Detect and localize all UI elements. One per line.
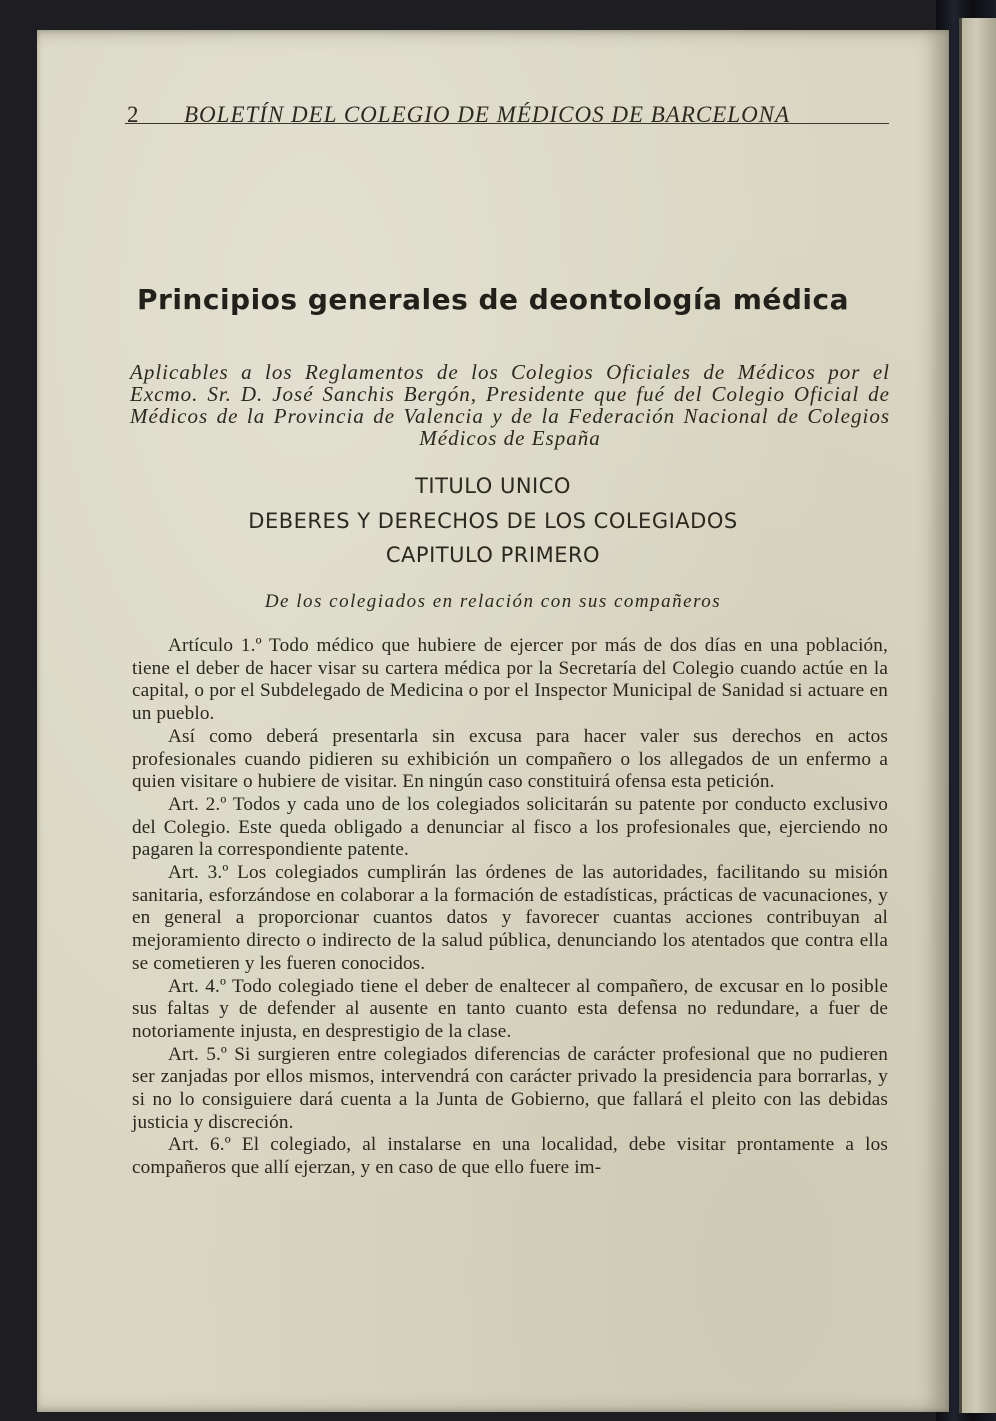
paragraph-art-3: Art. 3.º Los colegiados cumplirán las órdenes de las autoridades, facilitando su misión sanitaria, esforzándose en colaborar a la formación de estadísticas, prácticas de vacunaciones, y en general a proporcionar cuantos datos y favorecer cuantas acciones contribuyan al mejoramiento directo o indirecto de la salud pública, denunciando los atentados que contra ella se cometieren y les fueren conocidos.	[132, 862, 888, 974]
paragraph-art-6: Art. 6.º El colegiado, al instalarse en una localidad, debe visitar prontamente a los compañeros que allí ejerzan, y en caso de que ello fuere im-	[132, 1134, 888, 1179]
header-rule	[125, 123, 889, 124]
paragraph-art-5: Art. 5.º Si surgieren entre colegiados diferencias de carácter profesional que no pudieren ser zanjadas por ellos mismos, intervendrá con carácter privado la presidencia para borrarlas, y si no lo consiguiere dará cuenta a la Junta de Gobierno, que fallará el pleito con las debidas justicia y discreción.	[132, 1043, 888, 1133]
running-title: BOLETÍN DEL COLEGIO DE MÉDICOS DE BARCELONA	[184, 102, 791, 127]
paragraph-art-1-cont: Así como deberá presentarla sin excusa para hacer valer sus derechos en actos profesionales cuando pidieren su exhibición un compañero o los allegados de un enfermo a quien visitare o hubiere de visitar. En ningún caso constituirá ofensa esta petición.	[132, 725, 888, 793]
body-text	[132, 635, 888, 1180]
article-subtitle: Aplicables a los Reglamentos de los Colegios Oficiales de Médicos por el Excmo. Sr. D. José Sanchis Bergón, Presidente que fué del Colegio Oficial de Médicos de la Provincia de Valencia y de la Federación Nacional de Colegios Médicos de España	[130, 360, 890, 450]
heading-titulo: TITULO UNICO	[415, 474, 571, 498]
adjacent-page-edge	[959, 18, 996, 1413]
paragraph-art-2: Art. 2.º Todos y cada uno de los colegiados solicitarán su patente por conducto exclusivo del Colegio. Este queda obligado a denunciar al fisco a los profesionales que, ejerciendo no pagaren la correspondiente patente.	[132, 793, 888, 861]
heading-deberes: DEBERES Y DERECHOS DE LOS COLEGIADOS	[248, 509, 738, 533]
running-header	[127, 102, 887, 130]
article-title: Principios generales de deontología médica	[136, 283, 850, 316]
document-page	[37, 30, 949, 1412]
paragraph-art-4: Art. 4.º Todo colegiado tiene el deber de enaltecer al compañero, de excusar en lo posible sus faltas y de defender al ausente en tanto cuanto esta defensa no redundare, a fuer de notoriamente injusta, en desprestigio de la clase.	[132, 975, 888, 1042]
heading-capitulo: CAPITULO PRIMERO	[385, 543, 601, 567]
page-number: 2	[127, 102, 140, 127]
paragraph-art-1: Artículo 1.º Todo médico que hubiere de ejercer por más de dos días en una población, tiene el deber de hacer visar su cartera médica por la Secretaría del Colegio cuando actúe en la capital, o por el Subdelegado de Medicina o por el Inspector Municipal de Sanidad si actuare en un pueblo.	[132, 635, 888, 725]
section-caption: De los colegiados en relación con sus compañeros	[264, 591, 722, 612]
